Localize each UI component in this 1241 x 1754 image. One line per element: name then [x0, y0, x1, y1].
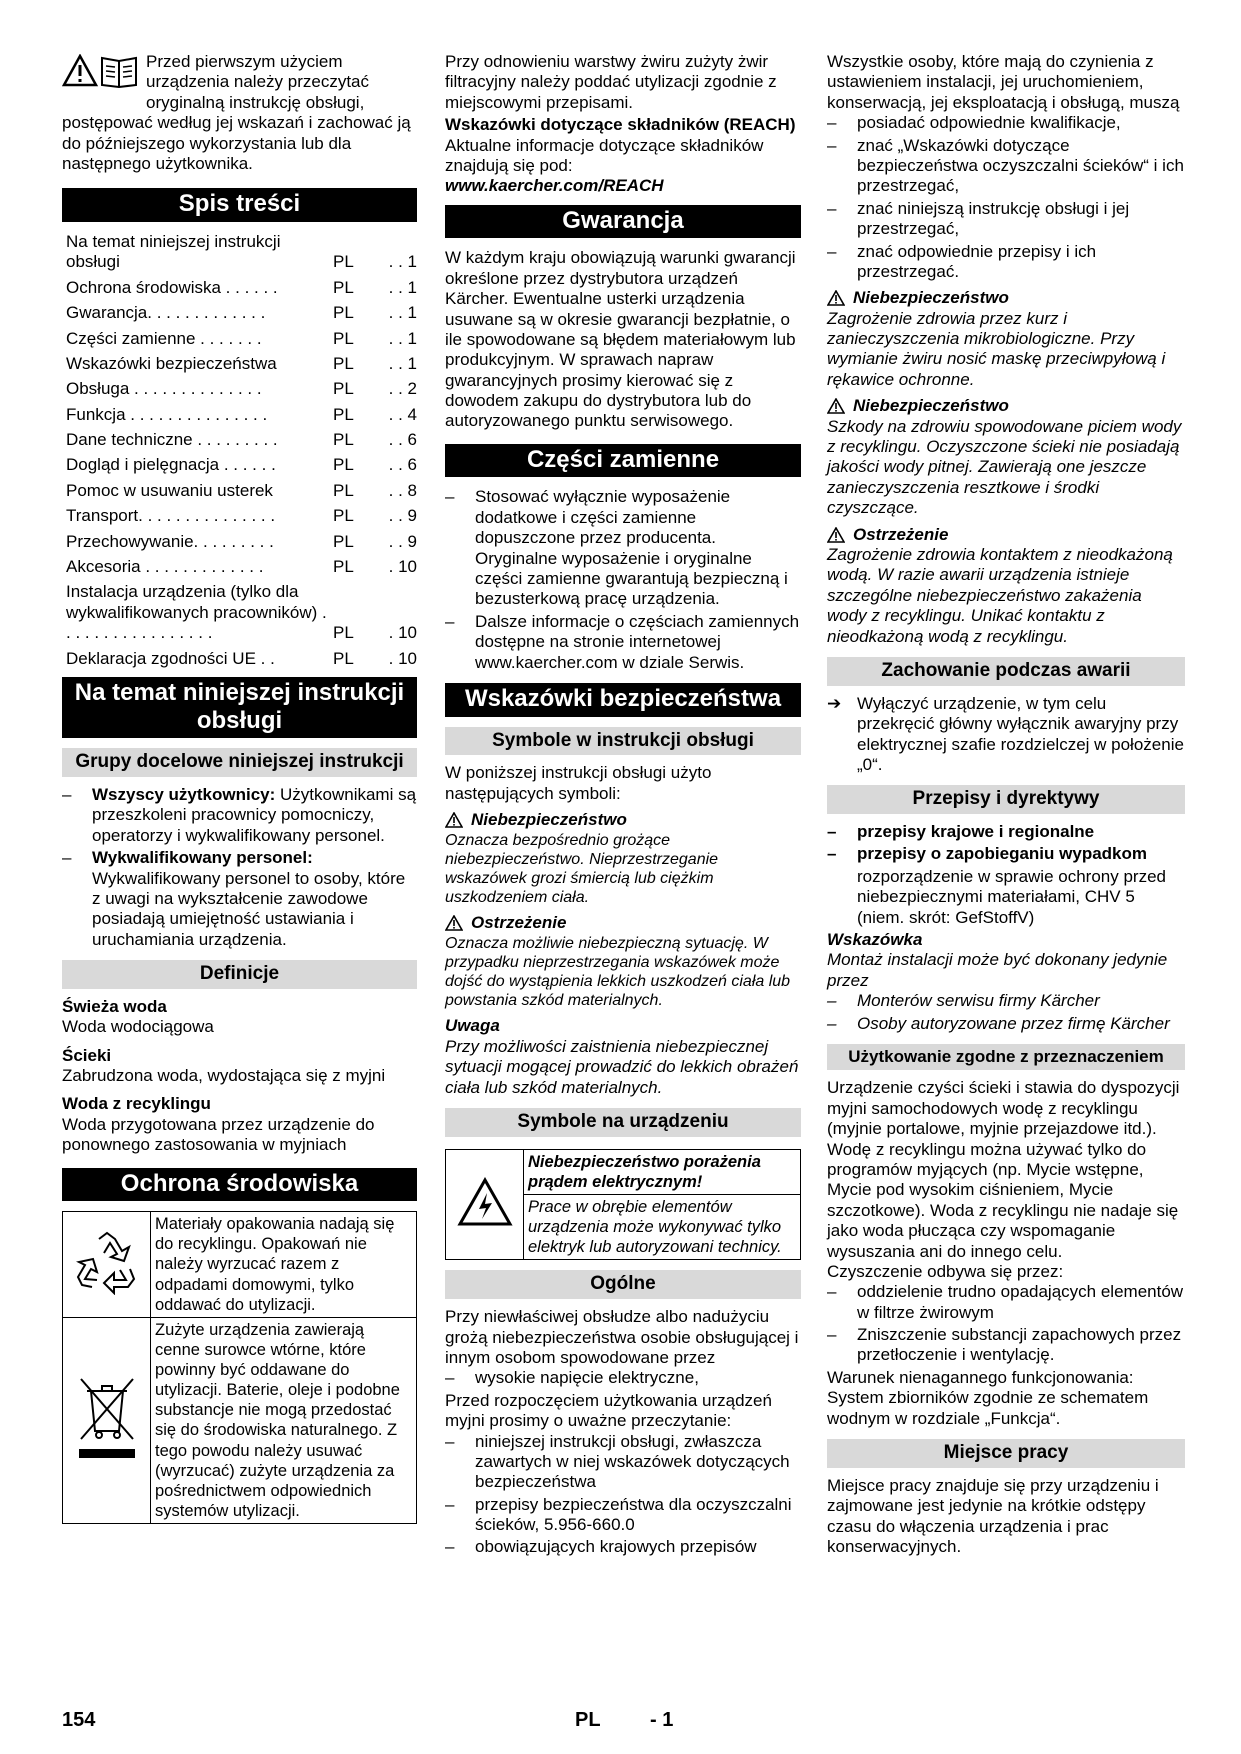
- reach-text: Aktualne informacje dotyczące składników znajdują się pod:: [445, 135, 764, 175]
- persons-list: [827, 113, 1185, 282]
- column-left: [62, 52, 417, 1530]
- toc-lang: PL: [333, 328, 354, 348]
- warning-book-icon: [62, 54, 140, 93]
- warning-triangle-icon: [445, 915, 463, 931]
- toc-row[interactable]: [62, 278, 417, 298]
- toc-page: . 10: [388, 623, 417, 643]
- toc-page: . . 4: [388, 404, 417, 424]
- definition-desc: Woda wodociągowa: [62, 1017, 214, 1037]
- toc-heading: Spis treści: [62, 188, 417, 222]
- toc-title: Transport. . . . . . . . . . . . . . .: [66, 506, 276, 526]
- list-item: – obowiązujących krajowych przepisów: [445, 1537, 801, 1557]
- intro-note: [62, 52, 417, 174]
- toc-lang: PL: [333, 379, 354, 399]
- spare-parts-list: [445, 487, 801, 673]
- toc-lang: PL: [333, 531, 354, 551]
- list-item: – znać odpowiednie przepisy i ich przestrzegać.: [827, 242, 1185, 283]
- warning-triangle-icon: [827, 527, 845, 543]
- danger-label: Niebezpieczeństwo: [827, 396, 1185, 416]
- toc-title: Przechowywanie. . . . . . . . .: [66, 531, 274, 551]
- toc-title: Funkcja . . . . . . . . . . . . . . .: [66, 404, 268, 424]
- electric-warning-table: [445, 1149, 801, 1261]
- toc-page: . . 1: [388, 328, 417, 348]
- list-item: – Dalsze informacje o częściach zamiennych dostępne na stronie internetowej www.kaercher.com w dziale Serwis.: [445, 612, 801, 673]
- list-item: – oddzielenie trudno opadających elementów w filtrze żwirowym: [827, 1282, 1185, 1323]
- caution-text: Przy możliwości zaistnienia niebezpiecznej sytuacji mogącej prowadzić do lekkich obrażeń ciała lub szkód materialnych.: [445, 1036, 799, 1097]
- definition-term: Ścieki: [62, 1045, 112, 1065]
- warning-label: Ostrzeżenie: [445, 913, 801, 933]
- list-item: – Wykwalifikowany personel: Wykwalifikowany personel to osoby, które z uwagi na wykształcenie zawodowe posiadają umiejętność ustawiania i uruchamiania urządzenia.: [62, 848, 417, 950]
- weee-bin-icon: [63, 1317, 151, 1523]
- definition-desc: Woda przygotowana przez urządzenie do ponownego zastosowania w myjniach: [62, 1114, 375, 1155]
- about-heading: Na temat niniejszej instrukcji obsługi: [62, 677, 417, 738]
- electric-text: Prace w obrębie elementów urządzenia może wykonywać tylko elektryk lub autoryzowani technicy.: [524, 1195, 801, 1260]
- high-voltage-icon: [446, 1149, 524, 1260]
- warning-triangle-icon: [827, 398, 845, 414]
- toc-page: . . 6: [388, 455, 417, 475]
- toc-title: Dane techniczne . . . . . . . . .: [66, 430, 278, 450]
- danger-text: Zagrożenie zdrowia przez kurz i zanieczyszczenia mikrobiologiczne. Przy wymianie żwiru nosić maskę przeciwpyłową i rękawice ochronne.: [827, 308, 1166, 389]
- definition-desc: Zabrudzona woda, wydostająca się z myjni: [62, 1066, 386, 1086]
- caution-label: Uwaga: [445, 1016, 500, 1036]
- toc-lang: PL: [333, 623, 354, 643]
- reach-heading: Wskazówki dotyczące składników (REACH): [445, 115, 796, 135]
- column-middle: [445, 52, 801, 1560]
- general-heading: Ogólne: [445, 1270, 801, 1299]
- spare-parts-heading: Części zamienne: [445, 444, 801, 478]
- toc-page: . . 1: [388, 353, 417, 373]
- toc-row[interactable]: [62, 379, 417, 399]
- list-item: – przepisy bezpieczeństwa dla oczyszczalni ścieków, 5.956-660.0: [445, 1495, 801, 1536]
- intended-use-heading: Użytkowanie zgodne z przeznaczeniem: [827, 1044, 1185, 1070]
- toc-page: . . 2: [388, 379, 417, 399]
- list-item: ➔ Wyłączyć urządzenie, w tym celu przekręcić główny wyłącznik awaryjny przy elektrycznej szafie rozdzielczej w położenie „0“.: [827, 694, 1185, 776]
- toc-title: Ochrona środowiska . . . . . .: [66, 277, 278, 297]
- toc-row[interactable]: [62, 232, 417, 273]
- toc-title: Instalacja urządzenia (tylko dla wykwalifikowanych pracowników) . . . . . . . . . . . . . . . . .: [66, 582, 327, 643]
- footer-section-page: - 1: [650, 1709, 674, 1731]
- toc-row[interactable]: [62, 532, 417, 552]
- toc-title: Obsługa . . . . . . . . . . . . . .: [66, 379, 262, 399]
- reach-link[interactable]: www.kaercher.com/REACH: [445, 176, 664, 196]
- toc-title: Dogląd i pielęgnacja . . . . . .: [66, 455, 276, 475]
- danger-label: Niebezpieczeństwo: [827, 288, 1185, 308]
- intro-text: Przed pierwszym użyciem urządzenia należy przeczytać oryginalną instrukcję obsługi, postępować według jej wskazań i zachować ją do późniejszego wykorzystania lub dla następnego użytkownika.: [62, 52, 411, 173]
- danger-text: Szkody na zdrowiu spowodowane piciem wody z recyklingu. Oczyszczone ścieki nie posiadają jakości wody pitnej. Zawierają one jeszcze zanieczyszczenia resztkowe i środki czyszczące.: [827, 416, 1182, 518]
- symbols-heading: Symbole w instrukcji obsługi: [445, 727, 801, 756]
- definition-term: Woda z recyklingu: [62, 1094, 211, 1114]
- toc-row[interactable]: [62, 303, 417, 323]
- toc-row[interactable]: [62, 506, 417, 526]
- recycle-icon: [63, 1212, 151, 1318]
- condition-text: Warunek nienagannego funkcjonowania: System zbiorników zgodnie ze schematem wodnym w rozdziale „Funkcja“.: [827, 1367, 1149, 1428]
- toc-lang: PL: [333, 480, 354, 500]
- toc-row[interactable]: [62, 481, 417, 501]
- workplace-heading: Miejsce pracy: [827, 1439, 1185, 1468]
- toc-title: Pomoc w usuwaniu usterek: [66, 480, 273, 500]
- warranty-heading: Gwarancja: [445, 205, 801, 239]
- cleaning-list: [827, 1282, 1185, 1366]
- general-list: [445, 1368, 801, 1388]
- footer-lang: PL: [575, 1709, 601, 1731]
- toc-row[interactable]: [62, 405, 417, 425]
- cleaning-text: Czyszczenie odbywa się przez:: [827, 1261, 1064, 1281]
- list-item: – przepisy krajowe i regionalne: [827, 822, 1185, 842]
- list-item: – posiadać odpowiednie kwalifikacje,: [827, 113, 1185, 133]
- toc-title: Akcesoria . . . . . . . . . . . . .: [66, 557, 264, 577]
- general-text: Przy niewłaściwej obsłudze albo nadużyciu grożą niebezpieczeństwa osobie obsługującej i innym osobom spowodowane przez: [445, 1307, 799, 1367]
- regulations-note: rozporządzenie w sprawie ochrony przed niebezpiecznymi materiałami, CHV 5 (niem. skrót: GefStoffV): [857, 866, 1166, 927]
- safety-heading: Wskazówki bezpieczeństwa: [445, 683, 801, 717]
- toc-page: . . 1: [388, 277, 417, 297]
- list-item: – Monterów serwisu firmy Kärcher: [827, 991, 1185, 1011]
- toc-lang: PL: [333, 353, 354, 373]
- toc-row[interactable]: [62, 430, 417, 450]
- toc-page: . 10: [388, 648, 417, 668]
- toc-page: . . 6: [388, 430, 417, 450]
- weee-text: Zużyte urządzenia zawierają cenne surowce wtórne, które powinny być oddawane do utylizacji. Baterie, oleje i podobne substancje nie mogą przedostać się do środowiska naturalnego. Z tego powodu należy usuwać (wyrzucać) zużyte urządzenia za pośrednictwem odpowiednich systemów utylizacji.: [151, 1317, 417, 1523]
- danger-label: Niebezpieczeństwo: [445, 810, 801, 830]
- warning-text: Oznacza możliwie niebezpieczną sytuację. W przypadku nieprzestrzegania wskazówek może dojść do wystąpienia lekkich uszkodzeń ciała lub powstania szkód materialnych.: [445, 934, 791, 1010]
- groups-heading: Grupy docelowe niniejszej instrukcji: [62, 748, 417, 777]
- toc-title: Wskazówki bezpieczeństwa: [66, 353, 277, 373]
- toc-page: . 10: [388, 557, 417, 577]
- groups-list: [62, 785, 417, 950]
- toc-lang: PL: [333, 252, 354, 272]
- definition-term: Świeża woda: [62, 996, 167, 1016]
- toc-row[interactable]: [62, 455, 417, 475]
- electric-title: Niebezpieczeństwo porażenia prądem elektrycznym!: [524, 1149, 801, 1194]
- toc-lang: PL: [333, 404, 354, 424]
- toc-title: Części zamienne . . . . . . .: [66, 328, 262, 348]
- toc-page: . . 9: [388, 531, 417, 551]
- toc-title: Na temat niniejszej instrukcji obsługi: [66, 231, 281, 272]
- toc-title: Deklaracja zgodności UE . .: [66, 648, 275, 668]
- warranty-text: W każdym kraju obowiązują warunki gwarancji określone przez dystrybutora urządzeń Kärcher. Ewentualne usterki urządzenia usuwane są w okresie gwarancji bezpłatnie, o ile spowodowane są błędem materiałowym lub produkcyjnym. W sprawach napraw gwarancyjnych prosimy kierować się z dowodem zakupu do dystrybutora lub do autoryzowanego punktu serwisowego.: [445, 248, 796, 431]
- warning-text: Zagrożenie zdrowia kontaktem z nieodkażoną wodą. W razie awarii urządzenia istnieje szczególne niebezpieczeństwo zakażenia wody z recyklingu. Unikać kontaktu z nieodkażoną wodą z recyklingu.: [827, 544, 1173, 646]
- gravel-text: Przy odnowieniu warstwy żwiru zużyty żwir filtracyjny należy poddać utylizacji zgodnie z miejscowymi przepisami.: [445, 52, 777, 112]
- recycle-text: Materiały opakowania nadają się do recyklingu. Opakowań nie należy wyrzucać razem z odpadami domowymi, tylko oddawać do utylizacji.: [151, 1212, 417, 1318]
- before-text: Przed rozpoczęciem użytkowania urządzeń myjni prosimy o uważne przeczytanie:: [445, 1390, 772, 1431]
- toc-title: Gwarancja. . . . . . . . . . . . .: [66, 303, 266, 323]
- regulations-heading: Przepisy i dyrektywy: [827, 785, 1185, 814]
- danger-text: Oznacza bezpośrednio grożące niebezpieczeństwo. Nieprzestrzeganie wskazówek grozi śmiercią lub ciężkim uszkodzeniem ciała.: [445, 831, 719, 907]
- toc-row[interactable]: [62, 329, 417, 349]
- before-list: [445, 1432, 801, 1558]
- toc-page: . . 1: [388, 303, 417, 323]
- emergency-heading: Zachowanie podczas awarii: [827, 657, 1185, 686]
- list-item: – Stosować wyłącznie wyposażenie dodatkowe i części zamienne dopuszczone przez producenta. Oryginalne wyposażenie i oryginalne części zamienne gwarantują bezpieczną i bezusterkową pracę urządzenia.: [445, 487, 801, 609]
- persons-text: Wszystkie osoby, które mają do czynienia z ustawieniem instalacji, jej uruchomieniem, konserwacją, jej eksploatacją i obsługą, muszą: [827, 52, 1180, 112]
- page-number: 154: [62, 1709, 96, 1731]
- list-item: – znać „Wskazówki dotyczące bezpieczeństwa oczyszczalni ścieków“ i ich przestrzegać,: [827, 136, 1185, 197]
- environment-table: [62, 1211, 417, 1524]
- hint-text: Montaż instalacji może być dokonany jedynie przez: [827, 950, 1168, 990]
- column-right: [827, 52, 1185, 1557]
- toc-row[interactable]: [62, 649, 417, 669]
- toc-lang: PL: [333, 455, 354, 475]
- device-symbols-heading: Symbole na urządzeniu: [445, 1108, 801, 1137]
- warning-label: Ostrzeżenie: [827, 525, 1185, 545]
- warning-triangle-icon: [827, 290, 845, 306]
- toc-page: . . 8: [388, 480, 417, 500]
- warning-triangle-icon: [445, 812, 463, 828]
- list-item: – Wszyscy użytkownicy: Użytkownikami są przeszkoleni pracownicy pomocniczy, operatorzy i wykwalifikowany personel.: [62, 785, 417, 846]
- toc-lang: PL: [333, 277, 354, 297]
- list-item: – przepisy o zapobieganiu wypadkom: [827, 844, 1185, 864]
- toc-lang: PL: [333, 430, 354, 450]
- definitions-heading: Definicje: [62, 960, 417, 989]
- list-item: – Osoby autoryzowane przez firmę Kärcher: [827, 1014, 1185, 1034]
- toc-page: . . 1: [388, 252, 417, 272]
- list-item: – wysokie napięcie elektryczne,: [445, 1368, 801, 1388]
- workplace-text: Miejsce pracy znajduje się przy urządzeniu i zajmowane jest jedynie na krótkie odstępy czasu do włączenia urządzenia i prac konserwacyjnych.: [827, 1475, 1159, 1556]
- hint-list: [827, 991, 1185, 1034]
- toc-lang: PL: [333, 648, 354, 668]
- toc-row[interactable]: [62, 557, 417, 577]
- list-item: – Zniszczenie substancji zapachowych przez przetłoczenie i wentylację.: [827, 1325, 1185, 1366]
- hint-label: Wskazówka: [827, 930, 923, 950]
- toc-lang: PL: [333, 557, 354, 577]
- regulations-list: [827, 822, 1185, 865]
- toc-lang: PL: [333, 506, 354, 526]
- list-item: – znać niniejszą instrukcję obsługi i jej przestrzegać,: [827, 199, 1185, 240]
- symbols-intro: W poniższej instrukcji obsługi użyto następujących symboli:: [445, 763, 712, 803]
- environment-heading: Ochrona środowiska: [62, 1168, 417, 1202]
- toc-page: . . 9: [388, 506, 417, 526]
- emergency-list: [827, 694, 1185, 776]
- intended-use-text: Urządzenie czyści ścieki i stawia do dyspozycji myjni samochodowych wodę z recyklingu (myjnie portalowe, myjnie przejazdowe itd.). Wodę z recyklingu można używać tylko do programów myjących (np. Mycie wstępne, Mycie pod wysokim ciśnieniem, Mycie szczotkowe). Woda z recyklingu nie nadaje się jako woda płucząca czy wspomaganie wysuszania ani do innego celu.: [827, 1078, 1180, 1261]
- list-item: – niniejszej instrukcji obsługi, zwłaszcza zawartych w niej wskazówek dotyczących bezpieczeństwa: [445, 1432, 801, 1493]
- toc-lang: PL: [333, 303, 354, 323]
- toc-row[interactable]: [62, 582, 417, 643]
- toc-row[interactable]: [62, 354, 417, 374]
- table-of-contents: [62, 232, 417, 669]
